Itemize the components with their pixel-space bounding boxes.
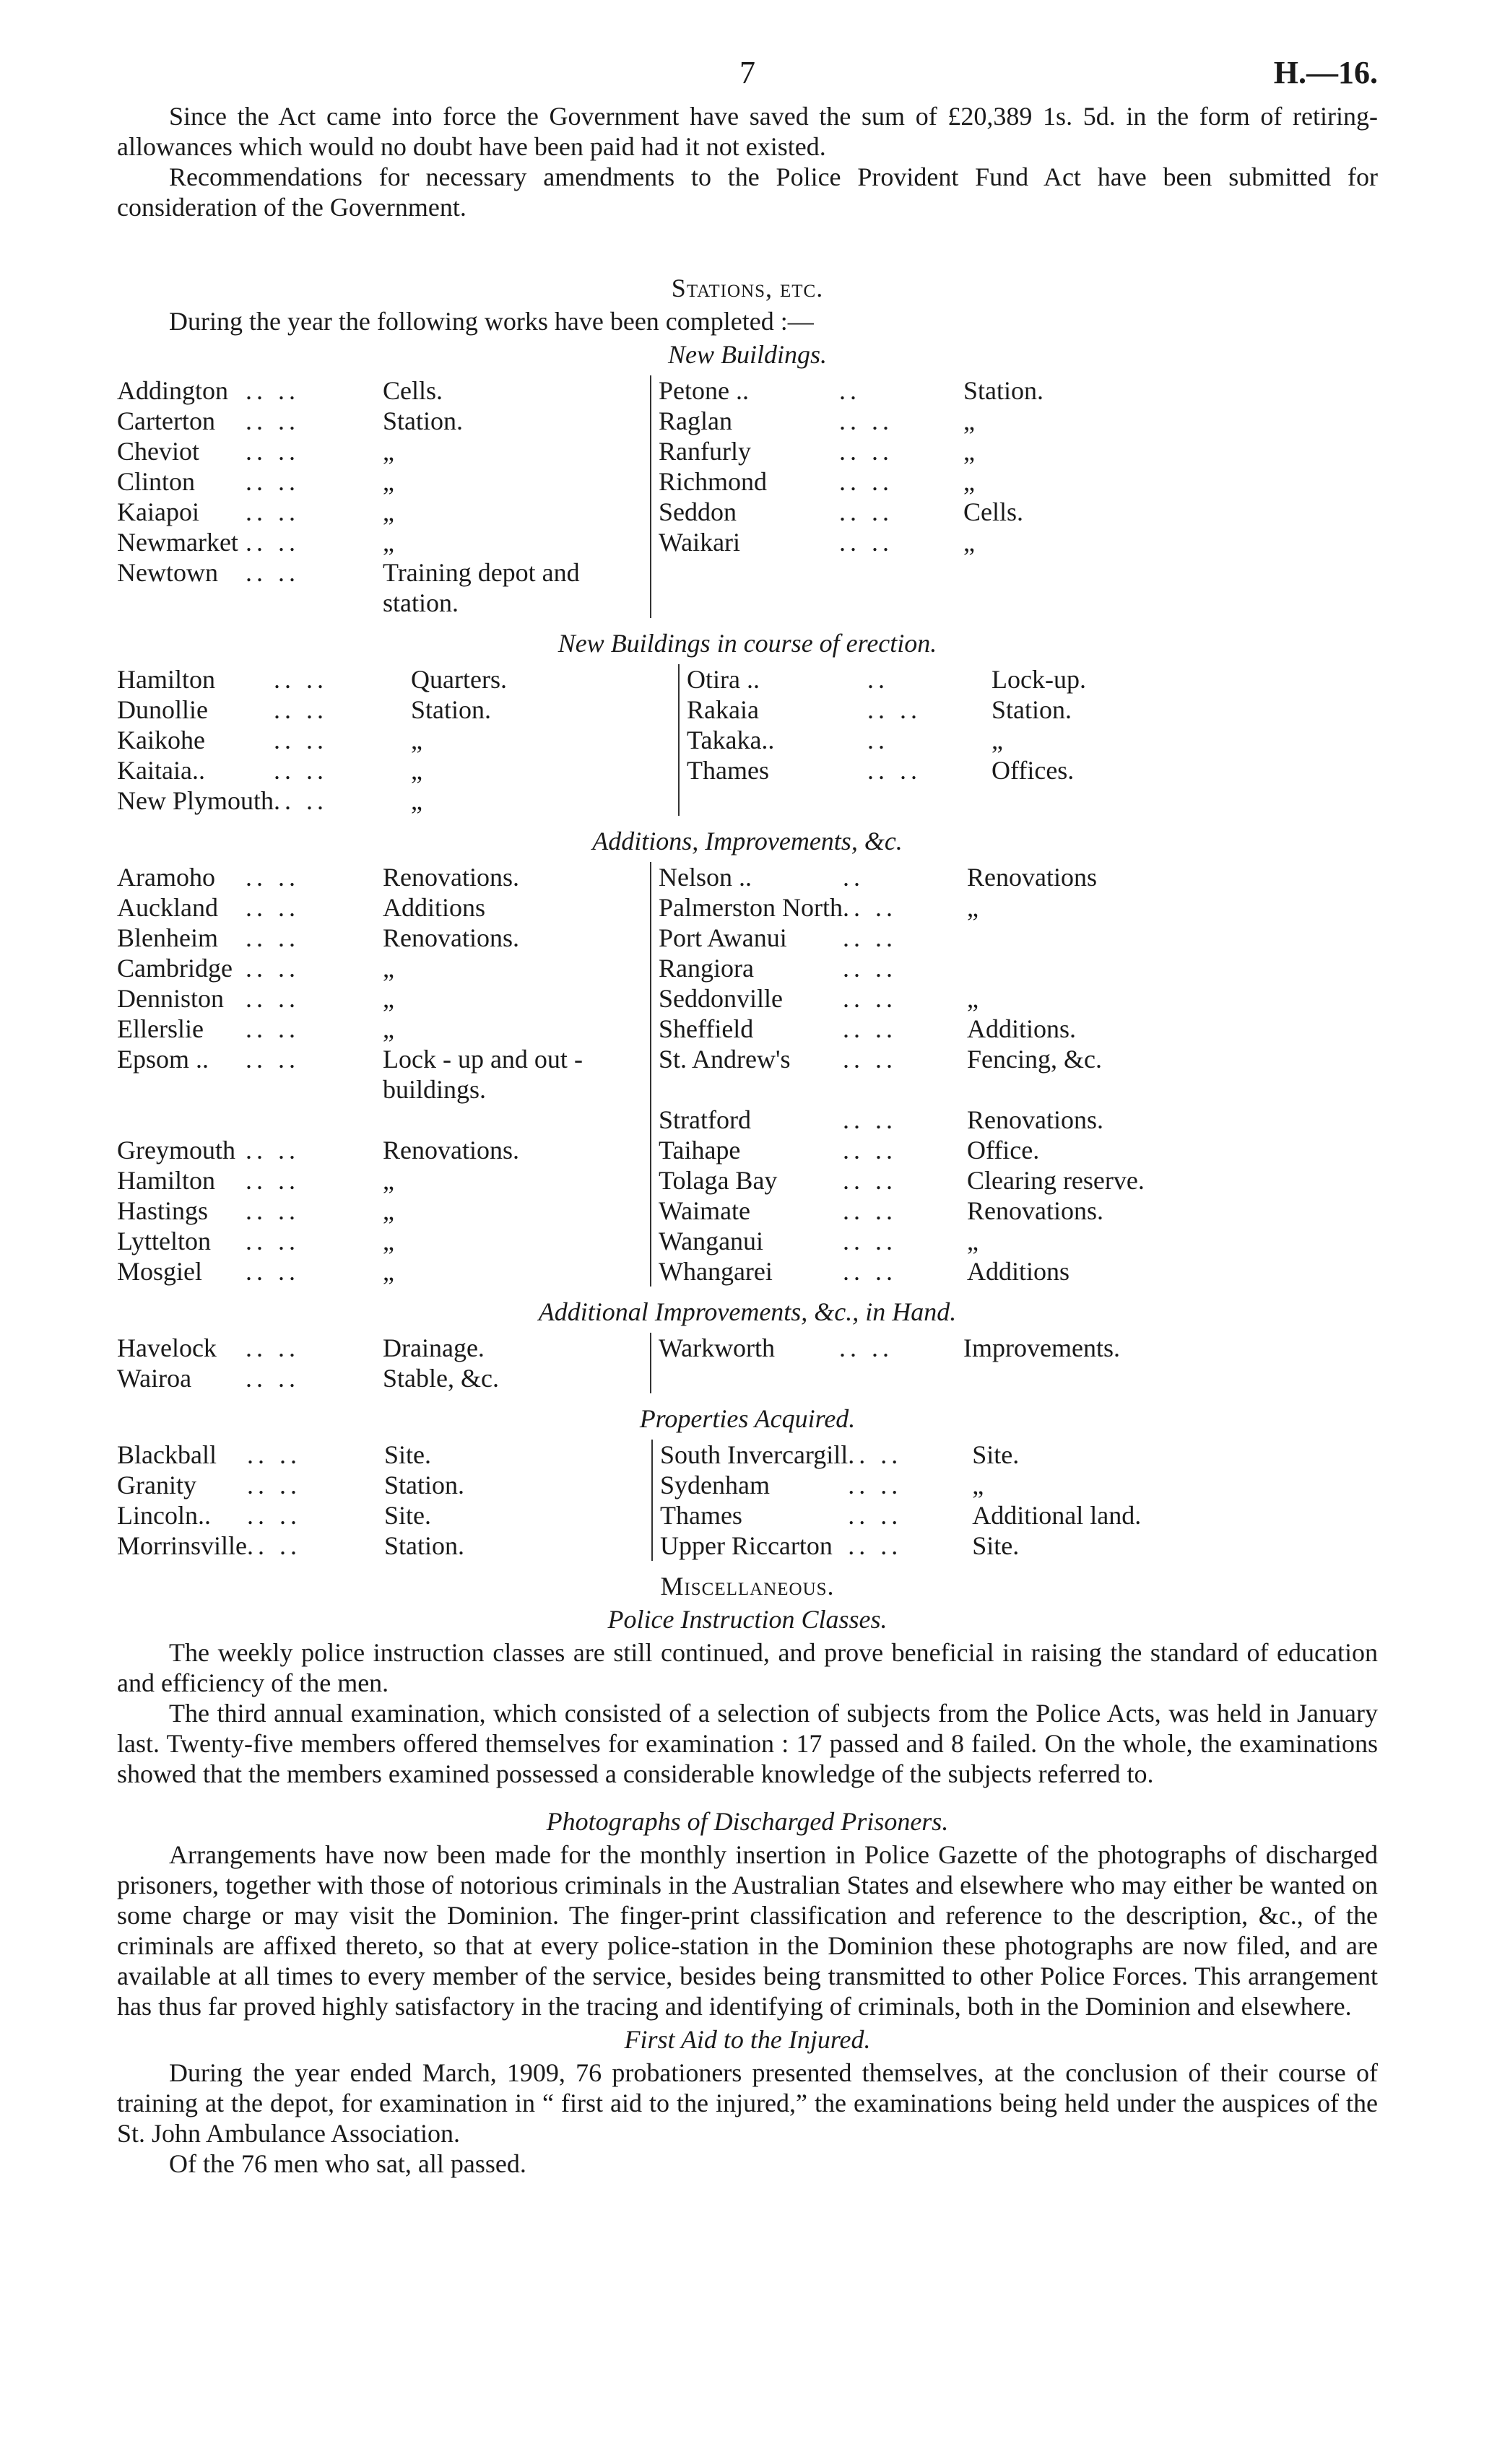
station-place-right: Whangarei bbox=[651, 1256, 843, 1287]
table-row bbox=[117, 1440, 1378, 1470]
leader-dots: .. .. bbox=[274, 726, 329, 754]
table-row bbox=[117, 1135, 1378, 1165]
photographs-title: Photographs of Discharged Prisoners. bbox=[546, 1807, 949, 1836]
station-work: „ bbox=[383, 1166, 394, 1195]
station-work-right: „ bbox=[966, 984, 979, 1013]
leader-dots: .. .. bbox=[839, 528, 893, 557]
table-row bbox=[117, 1256, 1378, 1287]
station-place-right: Palmerston North bbox=[651, 892, 843, 923]
leader-dots: .. .. bbox=[246, 497, 300, 526]
station-place-right bbox=[651, 1363, 839, 1393]
station-work: „ bbox=[383, 984, 394, 1013]
station-work-right: Additions bbox=[966, 1257, 1069, 1286]
photographs-paragraph: Arrangements have now been made for the monthly insertion in Police Gazette of the photographs of discharged prisoners, together with those of notorious criminals in the Australian States and elsewhere who may either be wanted on some charge or may visit the Dominion. The finger-print classification and reference to the description, &c., of the criminals are affixed thereto, so that at every police-station in the Dominion these photographs are now filed, and are available at all times to every member of the service, besides being transmitted to other Police Forces. This arrangement has thus far proved highly satisfactory in the tracing and identifying of criminals, both in the Dominion and elsewhere. bbox=[117, 1840, 1378, 2021]
table-row bbox=[117, 406, 1378, 436]
leader-dots: .. .. bbox=[246, 1227, 300, 1255]
leader-dots: .. .. bbox=[246, 467, 300, 496]
section-title: Additional Improvements, &c., in Hand. bbox=[538, 1297, 957, 1326]
leader-dots: .. .. bbox=[274, 665, 329, 694]
section-title: New Buildings in course of erection. bbox=[557, 629, 937, 658]
table-row bbox=[117, 557, 1378, 618]
station-place-right: Stratford bbox=[651, 1105, 843, 1135]
station-place-right: Seddon bbox=[651, 497, 839, 527]
table-row bbox=[117, 695, 1378, 725]
leader-dots: .. .. bbox=[842, 923, 897, 952]
stations-table bbox=[117, 862, 1378, 1287]
table-row bbox=[117, 436, 1378, 466]
station-place: Greymouth bbox=[117, 1136, 235, 1164]
station-place-right: Thames bbox=[679, 755, 867, 785]
station-place-right: Nelson .. bbox=[651, 862, 843, 892]
station-work-right: Additions. bbox=[966, 1014, 1076, 1043]
station-work: Renovations. bbox=[383, 923, 519, 952]
station-place-right: Ranfurly bbox=[651, 436, 839, 466]
station-work-right: „ bbox=[963, 528, 975, 557]
station-work-right: Office. bbox=[966, 1136, 1040, 1164]
station-work: Additions bbox=[383, 893, 486, 922]
table-row bbox=[117, 983, 1378, 1014]
station-place: Morrinsville bbox=[117, 1531, 247, 1560]
station-work: Lock - up and out - buildings. bbox=[383, 1045, 583, 1104]
station-work: „ bbox=[411, 756, 422, 785]
station-place-right: South Invercargill bbox=[652, 1440, 848, 1470]
leader-dots bbox=[839, 1363, 963, 1393]
table-row bbox=[117, 375, 1378, 406]
leader-dots: .. .. bbox=[246, 1531, 301, 1560]
station-work: Station. bbox=[383, 1531, 464, 1560]
stations-heading: Stations, etc. bbox=[671, 274, 824, 302]
leader-dots: .. .. bbox=[839, 467, 893, 496]
stations-table bbox=[117, 664, 1378, 816]
leader-dots: .. .. bbox=[842, 1014, 897, 1043]
leader-dots: .. .. bbox=[246, 1333, 300, 1362]
station-work-right: Cells. bbox=[963, 497, 1024, 526]
station-place: Mosgiel bbox=[117, 1257, 203, 1286]
table-row bbox=[117, 1531, 1378, 1561]
table-row bbox=[117, 497, 1378, 527]
station-place: Lincoln.. bbox=[117, 1501, 211, 1530]
first-aid-paragraph: During the year ended March, 1909, 76 probationers presented themselves, at the conclusion of their course of training at the depot, for examination in “ first aid to the injured,” the examinations being held under the auspices of the St. John Ambulance Association. bbox=[117, 2058, 1378, 2148]
station-work-right: Renovations. bbox=[966, 1196, 1103, 1225]
table-row bbox=[117, 953, 1378, 983]
station-work-right bbox=[967, 953, 1378, 983]
leader-dots: .. .. bbox=[246, 528, 300, 557]
station-place: Denniston bbox=[117, 984, 224, 1013]
leader-dots: .. .. bbox=[246, 1196, 300, 1225]
station-work: Training depot and station. bbox=[383, 558, 580, 617]
intro-paragraph: Recommendations for necessary amendments to the Police Provident Fund Act have been submitted for consideration of the Government. bbox=[117, 162, 1378, 222]
leader-dots: .. .. bbox=[274, 756, 329, 785]
station-work: „ bbox=[383, 1014, 394, 1043]
leader-dots: .. .. bbox=[839, 406, 893, 435]
leader-dots: .. .. bbox=[246, 1045, 300, 1074]
station-place: Kaikohe bbox=[117, 726, 205, 754]
leader-dots: .. .. bbox=[246, 954, 300, 983]
leader-dots: .. .. bbox=[842, 1105, 897, 1134]
table-row bbox=[117, 1500, 1378, 1531]
table-row bbox=[117, 1165, 1378, 1196]
station-place: Hamilton bbox=[117, 665, 215, 694]
station-work-right: Fencing, &c. bbox=[966, 1045, 1102, 1074]
table-row bbox=[117, 664, 1378, 695]
leader-dots: .. .. bbox=[246, 1014, 300, 1043]
table-row bbox=[117, 1226, 1378, 1256]
intro-paragraph: Since the Act came into force the Government have saved the sum of £20,389 1s. 5d. in the form of retiring-allowances which would no doubt have been paid had it not existed. bbox=[117, 102, 1378, 161]
leader-dots: .. .. bbox=[842, 954, 897, 983]
station-place-right bbox=[679, 785, 867, 816]
leader-dots: .. .. bbox=[848, 1531, 903, 1560]
leader-dots: .. .. bbox=[842, 1045, 897, 1074]
section-title: Additions, Improvements, &c. bbox=[592, 827, 903, 856]
station-work-right: Station. bbox=[963, 376, 1044, 405]
leader-dots: .. .. bbox=[246, 1440, 301, 1469]
station-work: Station. bbox=[383, 406, 464, 435]
leader-dots: .. .. bbox=[246, 1501, 301, 1530]
station-work-right: „ bbox=[963, 406, 975, 435]
stations-table bbox=[117, 375, 1378, 618]
station-place-right: Thames bbox=[652, 1500, 848, 1531]
station-work: „ bbox=[411, 726, 422, 754]
table-row bbox=[117, 1105, 1378, 1135]
station-work: Site. bbox=[383, 1440, 431, 1469]
table-row bbox=[117, 862, 1378, 892]
leader-dots: .. .. bbox=[842, 1136, 897, 1164]
station-place: Blenheim bbox=[117, 923, 218, 952]
station-work-right: „ bbox=[966, 1227, 979, 1255]
leader-dots bbox=[246, 1105, 383, 1135]
station-work: „ bbox=[383, 1196, 394, 1225]
station-work: Station. bbox=[411, 695, 492, 724]
table-row bbox=[117, 755, 1378, 785]
leader-dots: .. bbox=[867, 665, 890, 694]
table-row bbox=[117, 1363, 1378, 1393]
leader-dots: .. .. bbox=[246, 1166, 300, 1195]
leader-dots: .. .. bbox=[839, 497, 893, 526]
leader-dots: .. .. bbox=[848, 1501, 903, 1530]
first-aid-title: First Aid to the Injured. bbox=[624, 2025, 871, 2054]
leader-dots: .. .. bbox=[246, 558, 300, 587]
leader-dots: .. .. bbox=[246, 376, 300, 405]
leader-dots: .. .. bbox=[246, 984, 300, 1013]
station-work-right: „ bbox=[972, 1471, 984, 1499]
section-title: New Buildings. bbox=[667, 340, 827, 369]
leader-dots: .. .. bbox=[842, 1257, 897, 1286]
station-work: „ bbox=[383, 528, 394, 557]
station-place: Cheviot bbox=[117, 437, 199, 466]
station-work bbox=[383, 1105, 651, 1135]
station-work-right: Site. bbox=[972, 1440, 1020, 1469]
station-place: Kaiapoi bbox=[117, 497, 199, 526]
table-row bbox=[117, 725, 1378, 755]
leader-dots: .. .. bbox=[839, 1333, 893, 1362]
leader-dots: .. .. bbox=[848, 1440, 903, 1469]
leader-dots bbox=[867, 785, 992, 816]
table-row bbox=[117, 1333, 1378, 1363]
leader-dots bbox=[839, 557, 963, 618]
station-place-right bbox=[651, 557, 839, 618]
station-work-right: „ bbox=[992, 726, 1003, 754]
station-work-right: Renovations bbox=[966, 863, 1097, 892]
station-work: Renovations. bbox=[383, 1136, 519, 1164]
station-work: Drainage. bbox=[383, 1333, 485, 1362]
station-place-right: Sydenham bbox=[652, 1470, 848, 1500]
station-work-right bbox=[992, 785, 1378, 816]
station-work: Stable, &c. bbox=[383, 1364, 499, 1393]
leader-dots: .. .. bbox=[842, 1196, 897, 1225]
leader-dots: .. .. bbox=[842, 984, 897, 1013]
stations-intro: During the year the following works have been completed :— bbox=[169, 307, 814, 336]
station-place: Aramoho bbox=[117, 863, 215, 892]
station-work: Quarters. bbox=[411, 665, 507, 694]
document-page bbox=[117, 51, 1378, 2179]
leader-dots: .. .. bbox=[246, 1257, 300, 1286]
leader-dots: .. .. bbox=[842, 893, 897, 922]
station-place-right: St. Andrew's bbox=[651, 1044, 843, 1105]
station-place: Carterton bbox=[117, 406, 215, 435]
station-place-right: Taihape bbox=[651, 1135, 843, 1165]
leader-dots: .. bbox=[842, 863, 864, 892]
station-work-right: Improvements. bbox=[963, 1333, 1120, 1362]
station-place: Ellerslie bbox=[117, 1014, 204, 1043]
station-place-right: Sheffield bbox=[651, 1014, 843, 1044]
station-work: Cells. bbox=[383, 376, 443, 405]
station-place-right: Rakaia bbox=[679, 695, 867, 725]
station-work: „ bbox=[383, 467, 394, 496]
station-work: „ bbox=[383, 497, 394, 526]
station-place-right: Tolaga Bay bbox=[651, 1165, 843, 1196]
table-row bbox=[117, 527, 1378, 557]
leader-dots: .. .. bbox=[246, 406, 300, 435]
station-place: Newtown bbox=[117, 558, 218, 587]
station-work-right: Lock-up. bbox=[992, 665, 1086, 694]
station-work: Station. bbox=[383, 1471, 464, 1499]
stations-table bbox=[117, 1440, 1378, 1561]
table-row bbox=[117, 785, 1378, 816]
station-place-right: Petone .. bbox=[651, 375, 839, 406]
station-place-right: Port Awanui bbox=[651, 923, 843, 953]
leader-dots: .. .. bbox=[839, 437, 893, 466]
station-place: Hamilton bbox=[117, 1166, 215, 1195]
station-work: Renovations. bbox=[383, 863, 519, 892]
table-row bbox=[117, 466, 1378, 497]
station-place-right: Waikari bbox=[651, 527, 839, 557]
station-place-right: Takaka.. bbox=[679, 725, 867, 755]
first-aid-paragraph: Of the 76 men who sat, all passed. bbox=[169, 2149, 526, 2178]
page-header bbox=[117, 51, 1378, 101]
station-work: „ bbox=[411, 786, 422, 815]
table-row bbox=[117, 892, 1378, 923]
leader-dots: .. .. bbox=[246, 923, 300, 952]
station-place: Havelock bbox=[117, 1333, 217, 1362]
station-work: „ bbox=[383, 1227, 394, 1255]
station-work: „ bbox=[383, 954, 394, 983]
station-place-right: Otira .. bbox=[679, 664, 867, 695]
leader-dots: .. .. bbox=[848, 1471, 903, 1499]
table-row bbox=[117, 1044, 1378, 1105]
police-classes-paragraph: The weekly police instruction classes are still continued, and prove beneficial in raising the standard of education and efficiency of the men. bbox=[117, 1638, 1378, 1697]
leader-dots: .. .. bbox=[246, 1364, 300, 1393]
station-work-right: „ bbox=[966, 893, 979, 922]
station-place: Wairoa bbox=[117, 1364, 192, 1393]
leader-dots: .. bbox=[839, 376, 861, 405]
leader-dots: .. .. bbox=[246, 893, 300, 922]
table-row bbox=[117, 923, 1378, 953]
station-place: Kaitaia.. bbox=[117, 756, 205, 785]
station-place: Cambridge bbox=[117, 954, 233, 983]
station-place: Blackball bbox=[117, 1440, 217, 1469]
leader-dots: .. bbox=[867, 726, 890, 754]
station-place bbox=[117, 1105, 246, 1135]
station-place: Newmarket bbox=[117, 528, 238, 557]
stations-sections bbox=[117, 339, 1378, 1561]
station-place-right: Wanganui bbox=[651, 1226, 843, 1256]
section-title: Properties Acquired. bbox=[639, 1404, 856, 1433]
station-place: Addington bbox=[117, 376, 229, 405]
station-place-right: Seddonville bbox=[651, 983, 843, 1014]
station-place: Lyttelton bbox=[117, 1227, 211, 1255]
leader-dots: .. .. bbox=[274, 786, 329, 815]
station-work: Site. bbox=[383, 1501, 431, 1530]
police-classes-title: Police Instruction Classes. bbox=[607, 1605, 888, 1634]
station-place-right: Upper Riccarton bbox=[652, 1531, 848, 1561]
station-place: Clinton bbox=[117, 467, 196, 496]
station-work-right: Station. bbox=[992, 695, 1072, 724]
police-classes-paragraph: The third annual examination, which consisted of a selection of subjects from the Police Acts, was held in January last. Twenty-five members offered themselves for examination : 17 passed and 8 failed. On the whole, the examinations showed that the members examined possessed a considerable knowledge of the subjects referred to. bbox=[117, 1699, 1378, 1788]
station-work-right: „ bbox=[963, 467, 975, 496]
station-place-right: Richmond bbox=[651, 466, 839, 497]
station-work-right bbox=[967, 923, 1378, 953]
station-place-right: Waimate bbox=[651, 1196, 843, 1226]
station-work-right: Additional land. bbox=[972, 1501, 1142, 1530]
station-work-right: Site. bbox=[972, 1531, 1020, 1560]
table-row bbox=[117, 1014, 1378, 1044]
misc-heading: Miscellaneous. bbox=[660, 1572, 835, 1601]
station-place: Granity bbox=[117, 1471, 196, 1499]
table-row bbox=[117, 1196, 1378, 1226]
leader-dots: .. .. bbox=[867, 756, 922, 785]
station-work-right: Clearing reserve. bbox=[966, 1166, 1145, 1195]
station-place: Epsom .. bbox=[117, 1045, 209, 1074]
station-work: „ bbox=[383, 437, 394, 466]
leader-dots: .. .. bbox=[274, 695, 329, 724]
leader-dots: .. .. bbox=[246, 1471, 301, 1499]
leader-dots: .. .. bbox=[842, 1227, 897, 1255]
station-place: Dunollie bbox=[117, 695, 208, 724]
station-place: New Plymouth bbox=[117, 786, 274, 815]
leader-dots: .. .. bbox=[842, 1166, 897, 1195]
station-work-right: „ bbox=[963, 437, 975, 466]
leader-dots: .. .. bbox=[246, 863, 300, 892]
station-place-right: Rangiora bbox=[651, 953, 843, 983]
station-work-right: Renovations. bbox=[966, 1105, 1103, 1134]
station-place: Hastings bbox=[117, 1196, 208, 1225]
page-number: 7 bbox=[739, 55, 755, 90]
table-row bbox=[117, 1470, 1378, 1500]
station-place: Auckland bbox=[117, 893, 218, 922]
station-work-right bbox=[963, 557, 1378, 618]
leader-dots: .. .. bbox=[246, 1136, 300, 1164]
station-work: „ bbox=[383, 1257, 394, 1286]
station-work-right bbox=[963, 1363, 1378, 1393]
station-work-right: Offices. bbox=[992, 756, 1075, 785]
station-place-right: Warkworth bbox=[651, 1333, 839, 1363]
leader-dots: .. .. bbox=[867, 695, 922, 724]
station-place-right: Raglan bbox=[651, 406, 839, 436]
stations-table bbox=[117, 1333, 1378, 1393]
document-reference: H.—16. bbox=[1273, 55, 1378, 90]
leader-dots: .. .. bbox=[246, 437, 300, 466]
